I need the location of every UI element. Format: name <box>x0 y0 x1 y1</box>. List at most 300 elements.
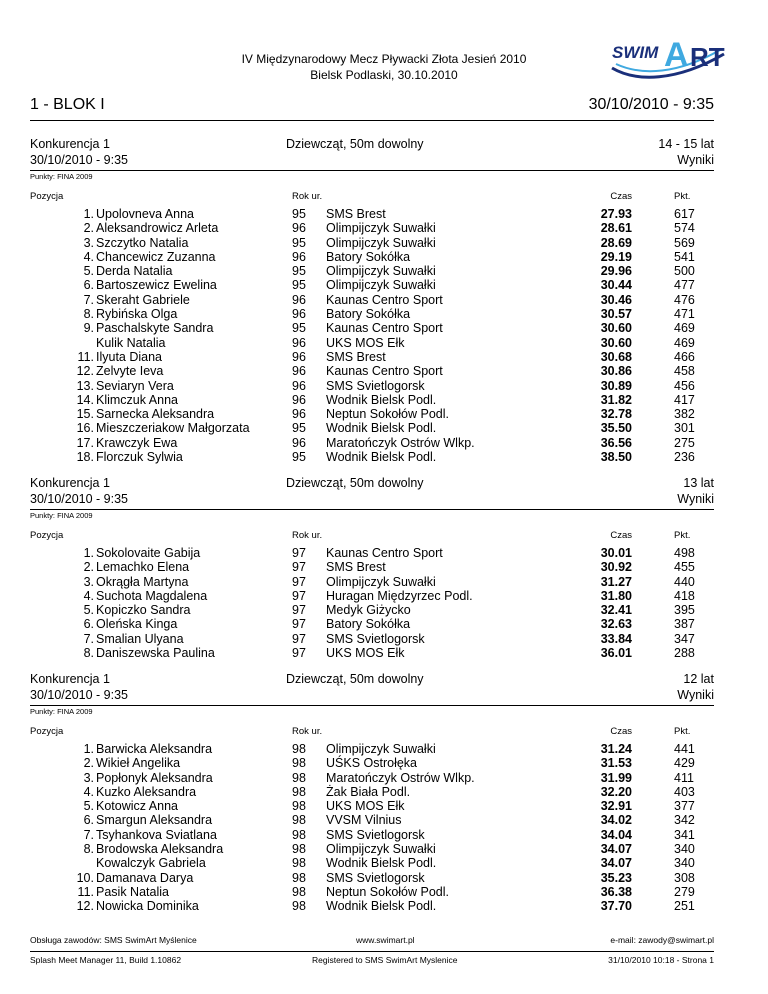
club-name: Olimpijczyk Suwałki <box>326 574 436 589</box>
club-name: Huragan Międzyrzec Podl. <box>326 588 473 603</box>
event-results-label: Wyniki <box>677 153 714 167</box>
birth-year: 97 <box>292 574 306 589</box>
club-name: Olimpijczyk Suwałki <box>326 235 436 250</box>
result-points: 418 <box>674 588 695 603</box>
result-points: 541 <box>674 249 695 264</box>
result-position: 3. <box>83 574 94 589</box>
birth-year: 97 <box>292 646 306 661</box>
result-position: 1. <box>83 546 94 560</box>
result-row <box>30 407 714 421</box>
footer-service: Obsługa zawodów: SMS SwimArt Myślenice <box>30 935 197 945</box>
swimmer-name: Pasik Natalia <box>96 884 169 899</box>
result-points: 279 <box>674 884 695 899</box>
result-row <box>30 546 714 560</box>
swimmer-name: Sokolovaite Gabija <box>96 546 201 560</box>
birth-year: 98 <box>292 742 306 756</box>
birth-year: 95 <box>292 235 306 250</box>
birth-year: 98 <box>292 899 306 914</box>
birth-year: 98 <box>292 856 306 871</box>
swimmer-name: Kotowicz Anna <box>96 799 178 814</box>
result-time: 31.24 <box>600 742 632 756</box>
club-name: SMS Brest <box>326 560 386 575</box>
result-points: 417 <box>674 392 695 407</box>
result-row <box>30 278 714 292</box>
birth-year: 98 <box>292 784 306 799</box>
club-name: Olimpijczyk Suwałki <box>326 278 436 293</box>
swimmer-name: Rybińska Olga <box>96 307 178 322</box>
event-number: Konkurencja 1 <box>30 672 110 686</box>
swimmer-name: Paschalskyte Sandra <box>96 321 214 336</box>
result-row <box>30 785 714 799</box>
swimart-logo <box>606 24 728 86</box>
club-name: UKS MOS Ełk <box>326 335 405 350</box>
club-name: Batory Sokółka <box>326 249 411 264</box>
result-time: 31.53 <box>600 756 632 771</box>
result-time: 36.56 <box>600 435 632 450</box>
event-info <box>30 671 128 703</box>
result-points: 456 <box>674 378 695 393</box>
result-time: 29.96 <box>600 264 632 279</box>
result-position: 4. <box>83 588 94 603</box>
result-position: 17. <box>76 435 94 450</box>
result-row <box>30 421 714 435</box>
col-year: Rok ur. <box>292 530 323 541</box>
swimmer-name: Ilyuta Diana <box>96 349 163 364</box>
event-category <box>677 671 714 703</box>
result-points: 471 <box>674 307 695 322</box>
result-row <box>30 264 714 278</box>
club-name: SMS Svietlogorsk <box>326 870 425 885</box>
swimmer-name: Smargun Aleksandra <box>96 813 213 828</box>
swimmer-name: Mieszczeriakow Małgorzata <box>96 421 250 436</box>
birth-year: 97 <box>292 588 306 603</box>
result-points: 347 <box>674 631 695 646</box>
club-name: Olimpijczyk Suwałki <box>326 221 436 236</box>
result-row <box>30 617 714 631</box>
result-time: 27.93 <box>600 207 632 221</box>
result-position: 4. <box>83 784 94 799</box>
result-time: 30.44 <box>600 278 632 293</box>
result-position: 13. <box>76 378 94 393</box>
birth-year: 98 <box>292 884 306 899</box>
block-datetime: 30/10/2010 - 9:35 <box>588 96 714 113</box>
result-time: 30.89 <box>600 378 632 393</box>
result-row <box>30 336 714 350</box>
result-row <box>30 575 714 589</box>
swimmer-name: Wikieł Angelika <box>96 756 181 771</box>
result-points: 455 <box>674 560 695 575</box>
result-position: 3. <box>83 770 94 785</box>
club-name: Batory Sokółka <box>326 617 411 632</box>
swimmer-name: Chancewicz Zuzanna <box>96 249 216 264</box>
birth-year: 96 <box>292 307 306 322</box>
result-points: 301 <box>674 421 695 436</box>
result-points: 569 <box>674 235 695 250</box>
birth-year: 95 <box>292 207 306 221</box>
result-position: 10. <box>76 870 94 885</box>
result-time: 37.70 <box>600 899 632 914</box>
swimmer-name: Derda Natalia <box>96 264 173 279</box>
swimmer-name: Nowicka Dominika <box>96 899 199 914</box>
event-header <box>30 136 714 171</box>
result-time: 28.61 <box>600 221 632 236</box>
result-time: 34.04 <box>600 827 632 842</box>
result-position: 12. <box>76 364 94 379</box>
result-row <box>30 899 714 913</box>
col-position: Pozycja <box>30 726 64 737</box>
swimmer-name: Popłonyk Aleksandra <box>96 770 213 785</box>
result-row <box>30 842 714 856</box>
swimmer-name: Kulik Natalia <box>96 335 166 350</box>
result-time: 30.46 <box>600 292 632 307</box>
result-time: 31.82 <box>600 392 632 407</box>
result-row <box>30 379 714 393</box>
col-year: Rok ur. <box>292 726 323 737</box>
block-title: 1 - BLOK I <box>30 96 105 113</box>
swimmer-name: Kopiczko Sandra <box>96 603 191 618</box>
result-points: 429 <box>674 756 695 771</box>
points-note: Punkty: FINA 2009 <box>30 707 93 716</box>
swimmer-name: Okrągła Martyna <box>96 574 189 589</box>
club-name: Kaunas Centro Sport <box>326 292 443 307</box>
event-section <box>30 136 714 464</box>
result-points: 469 <box>674 335 695 350</box>
footer-page-info: 31/10/2010 10:18 - Strona 1 <box>608 955 714 965</box>
club-name: Olimpijczyk Suwałki <box>326 264 436 279</box>
result-time: 38.50 <box>600 450 632 465</box>
swimmer-name: Barwicka Aleksandra <box>96 742 213 756</box>
result-time: 30.01 <box>600 546 632 560</box>
result-row <box>30 885 714 899</box>
result-row <box>30 436 714 450</box>
result-points: 340 <box>674 842 695 857</box>
result-row <box>30 393 714 407</box>
result-row <box>30 307 714 321</box>
result-position: 1. <box>83 207 94 221</box>
event-section <box>30 671 714 914</box>
result-time: 28.69 <box>600 235 632 250</box>
club-name: Kaunas Centro Sport <box>326 364 443 379</box>
result-position: 4. <box>83 249 94 264</box>
event-age-group: 14 - 15 lat <box>658 137 714 151</box>
result-points: 411 <box>674 770 694 785</box>
swimmer-name: Szczytko Natalia <box>96 235 189 250</box>
result-row <box>30 236 714 250</box>
result-position: 5. <box>83 799 94 814</box>
birth-year: 98 <box>292 756 306 771</box>
col-time: Czas <box>610 530 632 541</box>
result-time: 34.07 <box>600 856 632 871</box>
swimmer-name: Sarnecka Aleksandra <box>96 407 215 422</box>
result-position: 8. <box>83 646 94 661</box>
birth-year: 98 <box>292 827 306 842</box>
result-time: 35.23 <box>600 870 632 885</box>
result-points: 382 <box>674 407 695 422</box>
birth-year: 96 <box>292 407 306 422</box>
event-results-label: Wyniki <box>677 688 714 702</box>
result-time: 30.68 <box>600 349 632 364</box>
result-points: 477 <box>674 278 695 293</box>
club-name: Kaunas Centro Sport <box>326 321 443 336</box>
birth-year: 96 <box>292 378 306 393</box>
club-name: Wodnik Bielsk Podl. <box>326 450 437 465</box>
result-time: 30.92 <box>600 560 632 575</box>
result-position: 8. <box>83 842 94 857</box>
birth-year: 98 <box>292 799 306 814</box>
event-header <box>30 671 714 706</box>
result-time: 34.07 <box>600 842 632 857</box>
results-list <box>30 742 714 914</box>
swimmer-name: Smalian Ulyana <box>96 631 184 646</box>
result-row <box>30 589 714 603</box>
swimmer-name: Seviaryn Vera <box>96 378 174 393</box>
club-name: Żak Biała Podl. <box>326 784 411 799</box>
birth-year: 96 <box>292 392 306 407</box>
birth-year: 98 <box>292 842 306 857</box>
footer-software: Splash Meet Manager 11, Build 1.10862 <box>30 955 182 965</box>
swimmer-name: Bartoszewicz Ewelina <box>96 278 217 293</box>
club-name: Neptun Sokołów Podl. <box>326 407 449 422</box>
swimmer-name: Florczuk Sylwia <box>96 450 183 465</box>
club-name: SMS Svietlogorsk <box>326 631 425 646</box>
footer-divider <box>30 951 714 952</box>
result-points: 236 <box>674 450 695 465</box>
swimmer-name: Tsyhankova Sviatlana <box>96 827 217 842</box>
result-points: 275 <box>674 435 695 450</box>
result-time: 35.50 <box>600 421 632 436</box>
club-name: Olimpijczyk Suwałki <box>326 742 436 756</box>
birth-year: 97 <box>292 546 306 560</box>
club-name: SMS Svietlogorsk <box>326 827 425 842</box>
club-name: SMS Brest <box>326 349 386 364</box>
club-name: Wodnik Bielsk Podl. <box>326 899 437 914</box>
result-row <box>30 207 714 221</box>
result-row <box>30 756 714 770</box>
birth-year: 97 <box>292 631 306 646</box>
column-header <box>30 524 714 546</box>
result-position: 9. <box>83 321 94 336</box>
swimmer-name: Kowalczyk Gabriela <box>96 856 206 871</box>
swimmer-name: Oleńska Kinga <box>96 617 178 632</box>
result-time: 32.63 <box>600 617 632 632</box>
birth-year: 95 <box>292 321 306 336</box>
result-time: 32.91 <box>600 799 632 814</box>
block-header <box>30 94 714 121</box>
swimmer-name: Damanava Darya <box>96 870 194 885</box>
birth-year: 95 <box>292 450 306 465</box>
result-row <box>30 871 714 885</box>
birth-year: 97 <box>292 617 306 632</box>
result-points: 440 <box>674 574 695 589</box>
birth-year: 96 <box>292 435 306 450</box>
col-points: Pkt. <box>674 191 691 202</box>
result-row <box>30 856 714 870</box>
swimmer-name: Zelvyte Ieva <box>96 364 164 379</box>
svg-text:RT: RT <box>690 42 725 72</box>
col-points: Pkt. <box>674 530 691 541</box>
footer-registration: Registered to SMS SwimArt Myslenice <box>312 955 458 965</box>
event-header <box>30 475 714 510</box>
result-row <box>30 250 714 264</box>
result-time: 30.57 <box>600 307 632 322</box>
footer-website[interactable]: www.swimart.pl <box>356 935 415 945</box>
svg-text:A: A <box>664 36 689 74</box>
result-position: 8. <box>83 307 94 322</box>
result-points: 251 <box>674 899 695 914</box>
club-name: Maratończyk Ostrów Wlkp. <box>326 435 475 450</box>
result-points: 308 <box>674 870 695 885</box>
club-name: Wodnik Bielsk Podl. <box>326 856 437 871</box>
result-position: 11. <box>77 884 94 899</box>
result-points: 342 <box>674 813 695 828</box>
col-points: Pkt. <box>674 726 691 737</box>
result-points: 469 <box>674 321 695 336</box>
event-section <box>30 475 714 660</box>
result-points: 395 <box>674 603 695 618</box>
event-date: 30/10/2010 - 9:35 <box>30 688 128 702</box>
result-time: 33.84 <box>600 631 632 646</box>
meet-location-date: Bielsk Podlaski, 30.10.2010 <box>310 68 458 82</box>
club-name: Kaunas Centro Sport <box>326 546 443 560</box>
result-time: 36.38 <box>600 884 632 899</box>
club-name: UKS MOS Ełk <box>326 646 405 661</box>
club-name: UŚKS Ostrołęka <box>326 756 418 771</box>
result-points: 341 <box>674 827 695 842</box>
result-position: 6. <box>83 617 94 632</box>
column-header <box>30 185 714 207</box>
result-position: 3. <box>83 235 94 250</box>
result-points: 498 <box>674 546 695 560</box>
event-info <box>30 475 128 507</box>
results-list <box>30 546 714 660</box>
points-note: Punkty: FINA 2009 <box>30 172 93 181</box>
result-position: 7. <box>83 827 94 842</box>
result-position: 15. <box>76 407 94 422</box>
result-row <box>30 293 714 307</box>
result-points: 500 <box>674 264 695 279</box>
result-position: 7. <box>83 631 94 646</box>
result-position: 7. <box>83 292 94 307</box>
result-position: 11. <box>77 349 94 364</box>
result-time: 31.99 <box>600 770 632 785</box>
event-date: 30/10/2010 - 9:35 <box>30 153 128 167</box>
result-position: 5. <box>83 264 94 279</box>
column-header <box>30 720 714 742</box>
result-position: 1. <box>83 742 94 756</box>
result-points: 288 <box>674 646 695 661</box>
meet-title: IV Międzynarodowy Mecz Pływacki Złota Jesień 2010 <box>241 52 527 66</box>
result-points: 476 <box>674 292 695 307</box>
result-row <box>30 350 714 364</box>
result-points: 466 <box>674 349 695 364</box>
result-position: 12. <box>76 899 94 914</box>
event-number: Konkurencja 1 <box>30 137 110 151</box>
points-note: Punkty: FINA 2009 <box>30 511 93 520</box>
swimmer-name: Skeraht Gabriele <box>96 292 190 307</box>
result-points: 574 <box>674 221 695 236</box>
event-category <box>658 136 714 168</box>
birth-year: 96 <box>292 335 306 350</box>
result-time: 32.78 <box>600 407 632 422</box>
result-row <box>30 560 714 574</box>
swimmer-name: Lemachko Elena <box>96 560 190 575</box>
event-results-label: Wyniki <box>677 492 714 506</box>
event-title: Dziewcząt, 50m dowolny <box>286 476 424 490</box>
swimmer-name: Krawczyk Ewa <box>96 435 178 450</box>
birth-year: 98 <box>292 770 306 785</box>
swimmer-name: Suchota Magdalena <box>96 588 208 603</box>
col-position: Pozycja <box>30 530 64 541</box>
col-time: Czas <box>610 726 632 737</box>
result-time: 30.60 <box>600 321 632 336</box>
result-time: 36.01 <box>600 646 632 661</box>
birth-year: 95 <box>292 278 306 293</box>
result-time: 29.19 <box>600 249 632 264</box>
club-name: Medyk Giżycko <box>326 603 411 618</box>
club-name: VVSM Vilnius <box>326 813 402 828</box>
swimmer-name: Upolovneva Anna <box>96 207 194 221</box>
result-points: 458 <box>674 364 695 379</box>
result-points: 403 <box>674 784 695 799</box>
event-age-group: 12 lat <box>683 672 714 686</box>
result-time: 32.41 <box>600 603 632 618</box>
birth-year: 97 <box>292 603 306 618</box>
result-points: 340 <box>674 856 695 871</box>
result-row <box>30 603 714 617</box>
result-time: 31.80 <box>600 588 632 603</box>
footer-email[interactable]: e-mail: zawody@swimart.pl <box>610 935 714 945</box>
club-name: Maratończyk Ostrów Wlkp. <box>326 770 475 785</box>
result-position: 14. <box>76 392 94 407</box>
event-info <box>30 136 128 168</box>
result-time: 34.02 <box>600 813 632 828</box>
club-name: Olimpijczyk Suwałki <box>326 842 436 857</box>
birth-year: 98 <box>292 870 306 885</box>
result-time: 30.60 <box>600 335 632 350</box>
result-row <box>30 450 714 464</box>
result-row <box>30 813 714 827</box>
birth-year: 96 <box>292 349 306 364</box>
result-points: 617 <box>674 207 695 221</box>
event-number: Konkurencja 1 <box>30 476 110 490</box>
col-position: Pozycja <box>30 191 64 202</box>
event-title: Dziewcząt, 50m dowolny <box>286 137 424 151</box>
result-points: 387 <box>674 617 695 632</box>
club-name: Neptun Sokołów Podl. <box>326 884 449 899</box>
club-name: UKS MOS Ełk <box>326 799 405 814</box>
result-row <box>30 321 714 335</box>
birth-year: 96 <box>292 292 306 307</box>
result-position: 16. <box>76 421 94 436</box>
result-position: 6. <box>83 278 94 293</box>
club-name: Wodnik Bielsk Podl. <box>326 421 437 436</box>
result-position: 2. <box>83 221 94 236</box>
result-row <box>30 632 714 646</box>
result-row <box>30 221 714 235</box>
club-name: Batory Sokółka <box>326 307 411 322</box>
club-name: SMS Svietlogorsk <box>326 378 425 393</box>
result-position: 2. <box>83 560 94 575</box>
birth-year: 96 <box>292 364 306 379</box>
result-row <box>30 771 714 785</box>
result-points: 441 <box>674 742 695 756</box>
birth-year: 96 <box>292 249 306 264</box>
swimmer-name: Daniszewska Paulina <box>96 646 215 661</box>
results-list <box>30 207 714 464</box>
result-position: 6. <box>83 813 94 828</box>
result-row <box>30 646 714 660</box>
result-position: 5. <box>83 603 94 618</box>
